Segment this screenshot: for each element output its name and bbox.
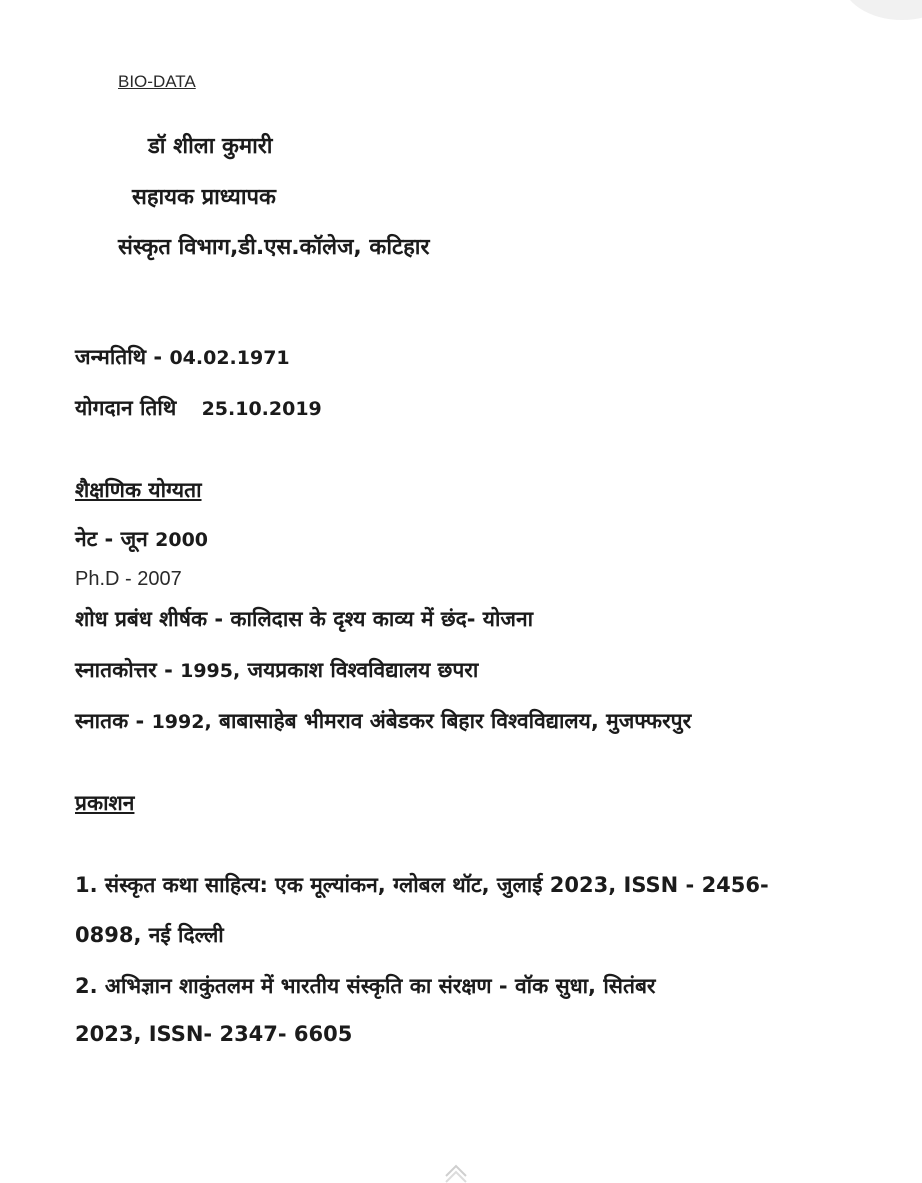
scroll-up-chevron-icon[interactable] <box>442 1160 470 1183</box>
publications-heading: प्रकाशन <box>75 791 135 815</box>
bio-data-label: BIO-DATA <box>118 72 196 91</box>
ug-line <box>75 707 691 735</box>
dob-value: 04.02.1971 <box>169 347 290 369</box>
education-heading: शैक्षणिक योग्यता <box>75 478 202 502</box>
person-name: डॉ शीला कुमारी <box>148 134 273 159</box>
publication-2-line-1: 2. अभिज्ञान शाकुंतलम में भारतीय संस्कृति का संरक्षण - वॉक सुधा, सितंबर <box>75 974 656 998</box>
pg-prefix: स्नातकोत्तर - <box>75 658 173 682</box>
dob-line <box>75 343 290 371</box>
net-year: 2000 <box>155 529 209 551</box>
thesis-line: शोध प्रबंध शीर्षक - कालिदास के दृश्य काव्य में छंद- योजना <box>75 607 534 631</box>
department: संस्कृत विभाग,डी.एस.कॉलेज, कटिहार <box>118 235 430 260</box>
joining-label: योगदान तिथि <box>75 396 177 420</box>
ug-prefix: स्नातक - <box>75 709 145 733</box>
net-label: नेट - जून <box>75 527 148 551</box>
phd-line: Ph.D - 2007 <box>75 568 182 590</box>
designation: सहायक प्राध्यापक <box>132 185 276 210</box>
publication-1-line-1: 1. संस्कृत कथा साहित्य: एक मूल्यांकन, ग्लोबल थॉट, जुलाई 2023, ISSN - 2456- <box>75 873 769 897</box>
publication-2-line-2: 2023, ISSN- 2347- 6605 <box>75 1022 353 1046</box>
pg-year: 1995, <box>180 660 241 682</box>
joining-value: 25.10.2019 <box>201 398 322 420</box>
pg-university: जयप्रकाश विश्वविद्यालय छपरा <box>247 658 479 682</box>
pg-line <box>75 656 478 684</box>
joining-line <box>75 394 322 422</box>
ug-university: बाबासाहेब भीमराव अंबेडकर बिहार विश्वविद्यालय, मुजफ्फरपुर <box>218 709 692 733</box>
net-line <box>75 525 208 553</box>
dob-label: जन्मतिथि <box>75 345 147 369</box>
publication-1-line-2: 0898, नई दिल्ली <box>75 923 224 947</box>
corner-shadow <box>842 0 922 20</box>
dob-separator: - <box>153 345 163 369</box>
ug-year: 1992, <box>151 711 212 733</box>
